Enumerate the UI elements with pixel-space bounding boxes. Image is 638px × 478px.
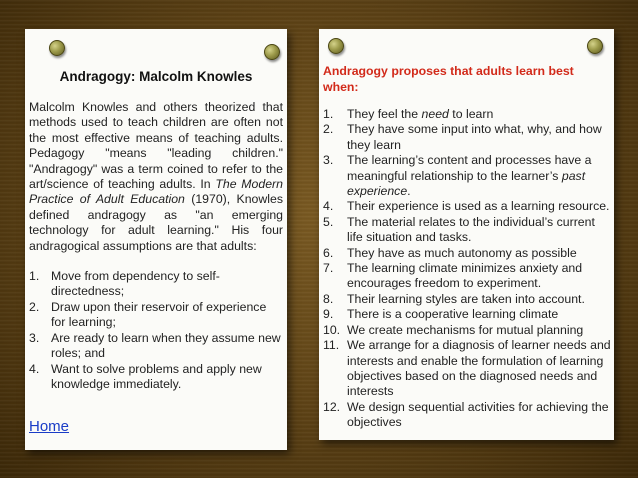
list-number: 5.: [323, 214, 334, 229]
home-link[interactable]: Home: [29, 418, 70, 435]
list-text: They have some input into what, why, and how they learn: [347, 122, 602, 152]
list-text: Want to solve problems and apply new knowledge immediately.: [51, 361, 262, 391]
list-text: The learning’s content and processes have a meaningful relationship to the learner’s: [347, 153, 592, 183]
list-number: 7.: [323, 261, 334, 276]
list-item: [29, 362, 283, 393]
list-number: 2.: [323, 122, 334, 137]
pushpin-icon: [49, 40, 65, 56]
list-item: [323, 153, 611, 199]
list-number: 12.: [323, 399, 341, 414]
list-item: [29, 269, 283, 300]
list-item: [323, 246, 611, 261]
list-text: There is a cooperative learning climate: [347, 307, 559, 322]
right-card-body: [323, 107, 611, 431]
list-number: 3.: [29, 330, 40, 345]
list-item: [323, 215, 611, 246]
list-text: The material relates to the individual’s current life situation and tasks.: [347, 214, 595, 245]
list-text: Draw upon their reservoir of experience for learning;: [51, 299, 267, 330]
list-number: 1.: [323, 107, 334, 121]
list-item: [323, 199, 611, 214]
list-text: We design sequential activities for achieving the objectives: [347, 399, 609, 430]
list-item: [323, 323, 611, 338]
right-card-title: Andragogy proposes that adults learn best when:: [323, 64, 574, 94]
list-item: [323, 122, 611, 153]
list-text: They have as much autonomy as possible: [347, 245, 577, 260]
list-text: We create mechanisms for mutual planning: [347, 322, 584, 337]
assumptions-list: [29, 269, 283, 392]
list-text: Their experience is used as a learning resource.: [347, 199, 610, 214]
list-text: Are ready to learn when they assume new roles; and: [51, 330, 281, 361]
list-text: They feel the: [347, 107, 422, 121]
list-text-end: to learn: [448, 107, 494, 121]
intro-paragraph: [29, 100, 283, 254]
list-number: 3.: [323, 153, 334, 168]
list-item: [323, 307, 611, 322]
pushpin-icon: [587, 38, 603, 54]
left-card-body: [29, 100, 283, 392]
list-number: 11.: [323, 338, 340, 353]
list-number: 8.: [323, 291, 334, 306]
book-title: The Modern Practice of Adult Education: [29, 177, 283, 207]
list-item: [323, 400, 611, 431]
left-card-title: Andragogy: Malcolm Knowles: [59, 69, 253, 84]
list-text: Their learning styles are taken into account.: [347, 291, 585, 306]
list-item: [29, 331, 283, 362]
list-item: [323, 338, 611, 400]
list-number: 4.: [323, 199, 334, 214]
right-slide-card: [319, 29, 614, 440]
intro-text-2: (1970), Knowles defined andragogy as "an emerging technology for adult learning." His four andragogical assumptions are that adults:: [29, 192, 283, 253]
list-item: [323, 261, 611, 292]
list-number: 1.: [29, 269, 40, 284]
intro-text-1: Malcolm Knowles and others theorized that methods used to teach children are often not the most effective means of teaching adults. Pedagogy "means "leading children." "Andragogy" was a term coined to refer to the art/science of teaching adults. In: [29, 100, 283, 192]
list-number: 6.: [323, 245, 334, 260]
list-number: 2.: [29, 299, 40, 314]
list-text-end: .: [407, 184, 411, 199]
list-number: 9.: [323, 307, 334, 322]
list-item: [323, 292, 611, 307]
pushpin-icon: [264, 44, 280, 60]
emphasis-text: need: [421, 107, 449, 121]
list-text: We arrange for a diagnosis of learner needs and interests and enable the formulation of learning objectives based on the diagnosed needs and interests: [347, 338, 611, 399]
pushpin-icon: [328, 38, 344, 54]
list-item: [323, 107, 611, 122]
list-number: 4.: [29, 361, 40, 376]
emphasis-text: past experience: [347, 168, 586, 199]
conditions-list: [323, 107, 611, 431]
list-text: The learning climate minimizes anxiety and encourages freedom to experiment.: [347, 261, 583, 291]
list-number: 10.: [323, 322, 341, 337]
left-slide-card: [25, 29, 287, 450]
list-text: Move from dependency to self-directedness;: [51, 269, 220, 299]
list-item: [29, 300, 283, 331]
